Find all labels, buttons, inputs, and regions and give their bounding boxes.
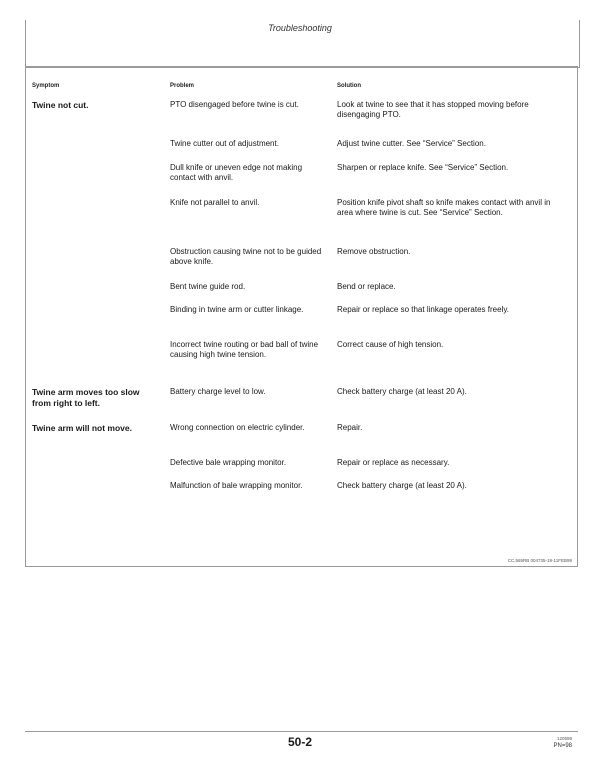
solution-cell: Sharpen or replace knife. See “Service” Section. <box>337 163 509 172</box>
symptom-cell: Twine not cut. <box>32 100 89 110</box>
solution-cell: Look at twine to see that it has stopped moving before disengaging PTO. <box>337 100 529 119</box>
solution-cell: Bend or replace. <box>337 282 396 291</box>
column-header-solution: Solution <box>337 83 361 89</box>
problem-cell: Malfunction of bale wrapping monitor. <box>170 481 303 490</box>
solution-cell: Check battery charge (at least 20 A). <box>337 481 467 490</box>
footer-date-code: 120599 <box>556 736 572 741</box>
footer-pn: PN=98 <box>553 743 572 749</box>
problem-cell: Bent twine guide rod. <box>170 282 246 291</box>
solution-cell: Repair. <box>337 423 363 432</box>
solution-cell: Repair or replace so that linkage operates freely. <box>337 305 509 314</box>
page-number: 50-2 <box>287 735 313 749</box>
footer-divider <box>25 731 578 732</box>
column-header-problem: Problem <box>170 83 195 89</box>
problem-cell: Defective bale wrapping monitor. <box>170 458 287 467</box>
solution-cell: Adjust twine cutter. See “Service” Section. <box>337 139 486 148</box>
problem-cell: PTO disengaged before twine is cut. <box>170 100 299 109</box>
symptom-cell: Twine arm moves too slow from right to left. <box>32 387 140 408</box>
solution-cell: Remove obstruction. <box>337 247 411 256</box>
problem-cell: Binding in twine arm or cutter linkage. <box>170 305 304 314</box>
problem-cell: Dull knife or uneven edge not making contact with anvil. <box>170 163 303 182</box>
problem-cell: Obstruction causing twine not to be guided above knife. <box>170 247 322 266</box>
column-header-symptom: Symptom <box>32 83 60 89</box>
problem-cell: Battery charge level to low. <box>170 387 266 396</box>
solution-cell: Position knife pivot shaft so knife makes contact with anvil in area where twine is cut. See “Service” Section. <box>337 198 551 217</box>
problem-cell: Knife not parallel to anvil. <box>170 198 260 207</box>
solution-cell: Correct cause of high tension. <box>337 340 444 349</box>
solution-cell: Check battery charge (at least 20 A). <box>337 387 467 396</box>
reference-code: CC,565RB 004735-19-11FEB99 <box>507 558 572 563</box>
symptom-cell: Twine arm will not move. <box>32 423 132 433</box>
problem-cell: Twine cutter out of adjustment. <box>170 139 279 148</box>
problem-cell: Wrong connection on electric cylinder. <box>170 423 305 432</box>
section-title: Troubleshooting <box>268 23 332 33</box>
problem-cell: Incorrect twine routing or bad ball of twine causing high twine tension. <box>170 340 319 359</box>
solution-cell: Repair or replace as necessary. <box>337 458 450 467</box>
